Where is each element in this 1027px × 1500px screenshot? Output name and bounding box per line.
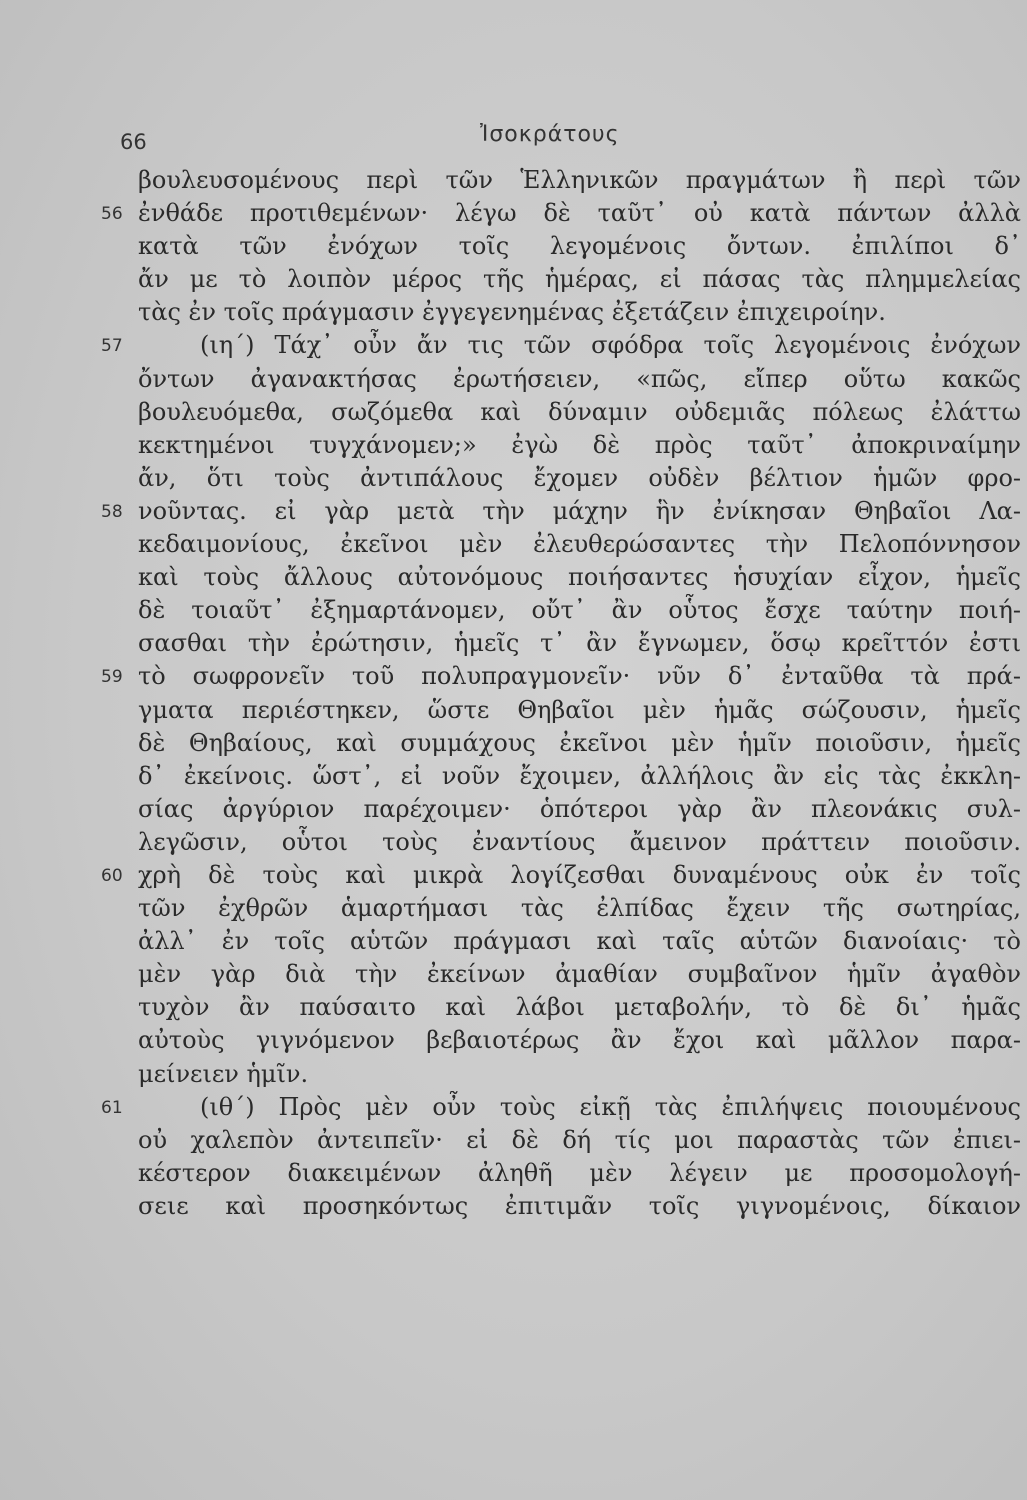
section-number: 60 bbox=[101, 865, 123, 886]
text-line bbox=[0, 991, 1027, 1024]
line-text: ἀλλ᾽ ἐν τοῖς αὑτῶν πράγμασι καὶ ταῖς αὑτῶν διανοίαις· τὸ bbox=[138, 927, 1021, 956]
line-text: μὲν γὰρ διὰ τὴν ἐκείνων ἀμαθίαν συμβαῖνον ἡμῖν ἀγαθὸν bbox=[138, 960, 1021, 989]
section-number: 58 bbox=[101, 501, 123, 522]
line-text: χρὴ δὲ τοὺς καὶ μικρὰ λογίζεσθαι δυναμένους οὐκ ἐν τοῖς bbox=[138, 860, 1021, 889]
line-text: δὲ Θηβαίους, καὶ συμμάχους ἐκεῖνοι μὲν ἡμῖν ποιοῦσιν, ἡμεῖς bbox=[138, 728, 1021, 757]
section-number: 56 bbox=[101, 204, 123, 225]
text-line bbox=[0, 1157, 1027, 1190]
text-line bbox=[0, 727, 1027, 760]
text-line bbox=[0, 892, 1027, 925]
line-text: ἄν, ὅτι τοὺς ἀντιπάλους ἔχομεν οὐδὲν βέλτιον ἡμῶν φρο- bbox=[138, 463, 1021, 492]
line-text: μείνειεν ἡμῖν. bbox=[138, 1059, 309, 1088]
text-line bbox=[0, 197, 1027, 230]
text-body bbox=[0, 164, 1027, 1223]
text-line bbox=[0, 660, 1027, 693]
text-line bbox=[0, 164, 1027, 197]
text-line bbox=[0, 1091, 1027, 1124]
text-line bbox=[0, 561, 1027, 594]
line-text: γματα περιέστηκεν, ὥστε Θηβαῖοι μὲν ἡμᾶς σώζουσιν, ἡμεῖς bbox=[138, 695, 1021, 724]
line-text: οὐ χαλεπὸν ἀντειπεῖν· εἰ δὲ δή τίς μοι παραστὰς τῶν ἐπιει- bbox=[138, 1125, 1021, 1154]
line-text: κεκτημένοι τυγχάνομεν;» ἐγὼ δὲ πρὸς ταῦτ᾽ ἀποκριναίμην bbox=[138, 430, 1021, 459]
text-line bbox=[0, 859, 1027, 892]
text-line bbox=[0, 495, 1027, 528]
text-line bbox=[0, 627, 1027, 660]
line-text: λεγῶσιν, οὗτοι τοὺς ἐναντίους ἄμεινον πράττειν ποιοῦσιν. bbox=[138, 827, 1021, 856]
text-line bbox=[0, 528, 1027, 561]
text-line bbox=[0, 793, 1027, 826]
text-line bbox=[0, 462, 1027, 495]
line-text: κατὰ τῶν ἐνόχων τοῖς λεγομένοις ὄντων. ἐπιλίποι δ᾽ bbox=[138, 232, 1021, 261]
line-text: αὐτοὺς γιγνόμενον βεβαιοτέρως ἂν ἔχοι καὶ μᾶλλον παρα- bbox=[138, 1026, 1021, 1055]
text-line bbox=[0, 826, 1027, 859]
section-number: 57 bbox=[101, 336, 123, 357]
line-text: βουλευσομένους περὶ τῶν Ἑλληνικῶν πραγμάτων ἢ περὶ τῶν bbox=[138, 166, 1021, 194]
line-text: δὲ τοιαῦτ᾽ ἐξημαρτάνομεν, οὔτ᾽ ἂν οὗτος ἔσχε ταύτην ποιή- bbox=[138, 596, 1021, 625]
text-line bbox=[0, 1058, 1027, 1091]
text-line bbox=[0, 363, 1027, 396]
line-text: νοῦντας. εἰ γὰρ μετὰ τὴν μάχην ἣν ἐνίκησαν Θηβαῖοι Λα- bbox=[138, 496, 1021, 525]
text-line bbox=[0, 1190, 1027, 1223]
line-text: (ιη´) Τάχ᾽ οὖν ἄν τις τῶν σφόδρα τοῖς λεγομένοις ἐνόχων bbox=[200, 331, 1021, 360]
line-text: τῶν ἐχθρῶν ἁμαρτήμασι τὰς ἐλπίδας ἔχειν τῆς σωτηρίας, bbox=[138, 894, 1021, 923]
section-number: 59 bbox=[101, 667, 123, 688]
text-line bbox=[0, 429, 1027, 462]
text-line bbox=[0, 958, 1027, 991]
text-line bbox=[0, 1124, 1027, 1157]
line-text: τὸ σωφρονεῖν τοῦ πολυπραγμονεῖν· νῦν δ᾽ ἐνταῦθα τὰ πρά- bbox=[138, 662, 1021, 691]
line-text: ἐνθάδε προτιθεμένων· λέγω δὲ ταῦτ᾽ οὐ κατὰ πάντων ἀλλὰ bbox=[138, 199, 1021, 228]
line-text: ὄντων ἀγανακτήσας ἐρωτήσειεν, «πῶς, εἴπερ οὕτω κακῶς bbox=[138, 364, 1021, 393]
text-line bbox=[0, 263, 1027, 296]
line-text: ἄν με τὸ λοιπὸν μέρος τῆς ἡμέρας, εἰ πάσας τὰς πλημμελείας bbox=[138, 265, 1021, 294]
text-line bbox=[0, 396, 1027, 429]
line-text: τυχὸν ἂν παύσαιτο καὶ λάβοι μεταβολήν, τὸ δὲ δι᾽ ἡμᾶς bbox=[138, 993, 1021, 1022]
text-line bbox=[0, 694, 1027, 727]
line-text: κέστερον διακειμένων ἀληθῆ μὲν λέγειν με προσομολογή- bbox=[138, 1158, 1021, 1187]
line-text: (ιθ´) Πρὸς μὲν οὖν τοὺς εἰκῇ τὰς ἐπιλήψεις ποιουμένους bbox=[200, 1092, 1021, 1121]
line-text: σίας ἀργύριον παρέχοιμεν· ὁπότεροι γὰρ ἂν πλεονάκις συλ- bbox=[138, 794, 1021, 823]
page-header bbox=[0, 122, 1027, 162]
text-line bbox=[0, 760, 1027, 793]
line-text: τὰς ἐν τοῖς πράγμασιν ἐγγεγενημένας ἐξετάζειν ἐπιχειροίην. bbox=[138, 298, 886, 327]
text-line bbox=[0, 925, 1027, 958]
text-line bbox=[0, 594, 1027, 627]
line-text: σασθαι τὴν ἐρώτησιν, ἡμεῖς τ᾽ ἂν ἔγνωμεν, ὅσῳ κρεῖττόν ἐστι bbox=[138, 629, 1021, 658]
text-line bbox=[0, 296, 1027, 329]
line-text: κεδαιμονίους, ἐκεῖνοι μὲν ἐλευθερώσαντες τὴν Πελοπόννησον bbox=[138, 530, 1021, 559]
line-text: σειε καὶ προσηκόντως ἐπιτιμᾶν τοῖς γιγνομένοις, δίκαιον bbox=[138, 1191, 1021, 1220]
text-line bbox=[0, 230, 1027, 263]
text-line bbox=[0, 1024, 1027, 1057]
line-text: δ᾽ ἐκείνοις. ὥστ᾽, εἰ νοῦν ἔχοιμεν, ἀλλήλοις ἂν εἰς τὰς ἐκκλη- bbox=[138, 761, 1021, 790]
line-text: βουλευόμεθα, σωζόμεθα καὶ δύναμιν οὐδεμιᾶς πόλεως ἐλάττω bbox=[138, 397, 1021, 426]
line-text: καὶ τοὺς ἄλλους αὐτονόμους ποιήσαντες ἡσυχίαν εἶχον, ἡμεῖς bbox=[138, 563, 1021, 592]
running-title: Ἰσοκράτους bbox=[480, 122, 620, 147]
page-number: 66 bbox=[120, 130, 147, 154]
section-number: 61 bbox=[101, 1097, 123, 1118]
text-line bbox=[0, 329, 1027, 362]
